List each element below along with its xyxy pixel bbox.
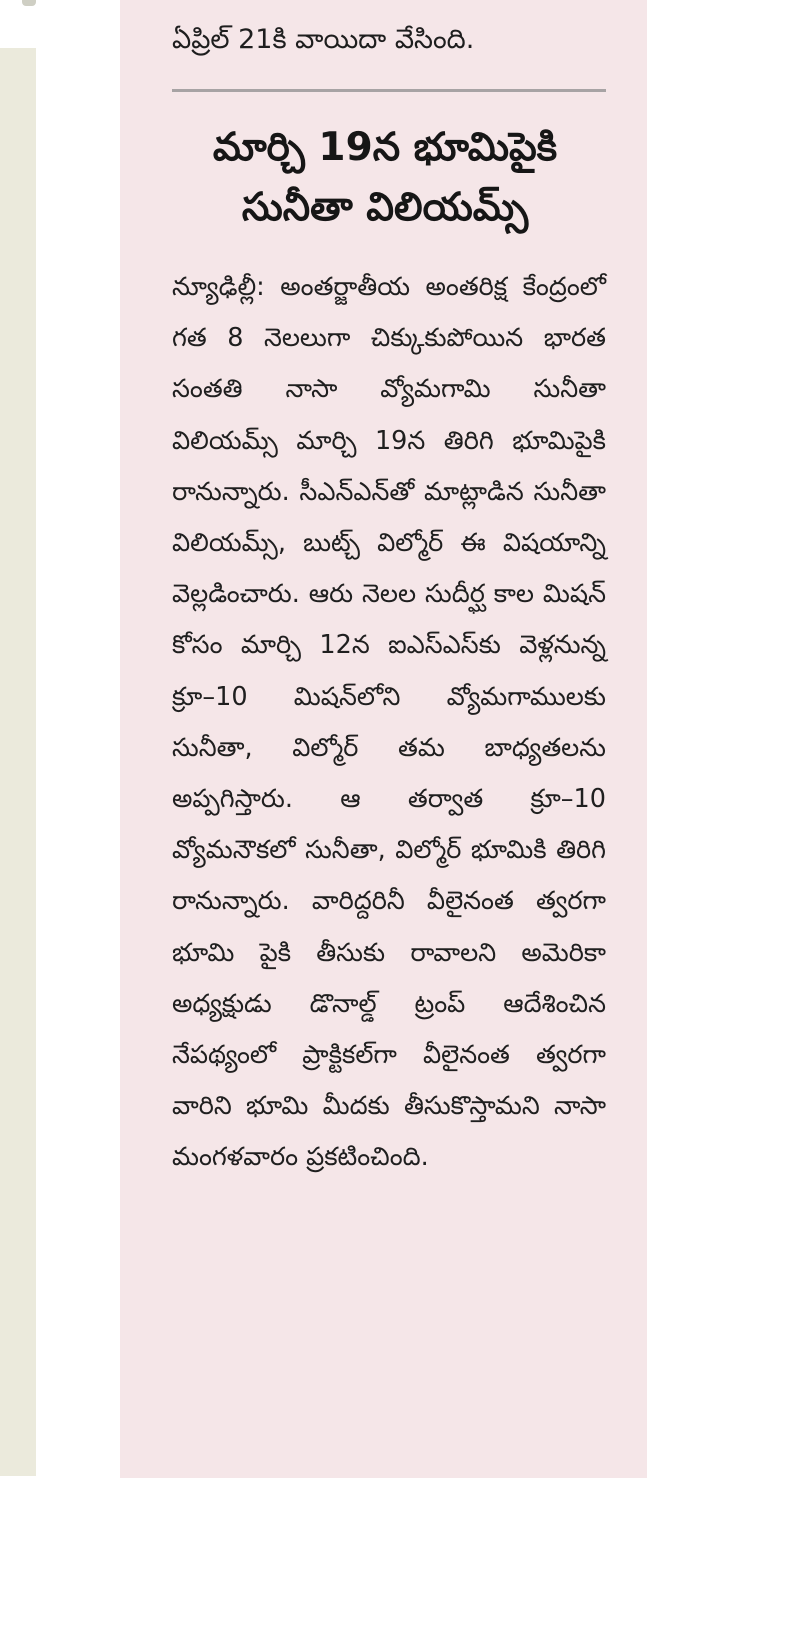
adjacent-column-strip — [0, 48, 36, 1476]
headline-line-2: సునీతా విలియమ్స్ — [241, 185, 529, 230]
article-headline — [150, 118, 620, 238]
news-article-column — [120, 0, 647, 1478]
previous-article-tail: ఏప్రిల్ 21కి వాయిదా వేసింది. — [172, 24, 475, 55]
page-corner-mark — [22, 0, 36, 6]
article-body: న్యూఢిల్లీ: అంతర్జాతీయ అంతరిక్ష కేంద్రంలో గత 8 నెలలుగా చిక్కుకుపోయిన భారత సంతతి నాసా వ్యోమగామి సునీతా విలియమ్స్ మార్చి 19న తిరిగి భూమిపైకి రానున్నారు. సీఎన్ఎన్‌తో మాట్లాడిన సునీతా విలియమ్స్, బుట్చ్ విల్మోర్ ఈ విషయాన్ని వెల్లడించారు. ఆరు నెలల సుదీర్ఘ కాల మిషన్ కోసం మార్చి 12న ఐఎస్ఎస్‌కు వెళ్లనున్న క్రూ–10 మిషన్‌లోని వ్యోమగాములకు సునీతా, విల్మోర్ తమ బాధ్యతలను అప్పగిస్తారు. ఆ తర్వాత క్రూ–10 వ్యోమనౌకలో సునీతా, విల్మోర్ భూమికి తిరిగి రానున్నారు. వారిద్దరినీ వీలైనంత త్వరగా భూమి పైకి తీసుకు రావాలని అమెరికా అధ్యక్షుడు డొనాల్డ్ ట్రంప్ ఆదేశించిన నేపథ్యంలో ప్రాక్టికల్‌గా వీలైనంత త్వరగా వారిని భూమి మీదకు తీసుకొస్తామని నాసా మంగళవారం ప్రకటించింది. — [172, 272, 606, 1173]
headline-line-1: మార్చి 19న భూమిపైకి — [212, 125, 558, 170]
article-divider — [172, 89, 606, 92]
